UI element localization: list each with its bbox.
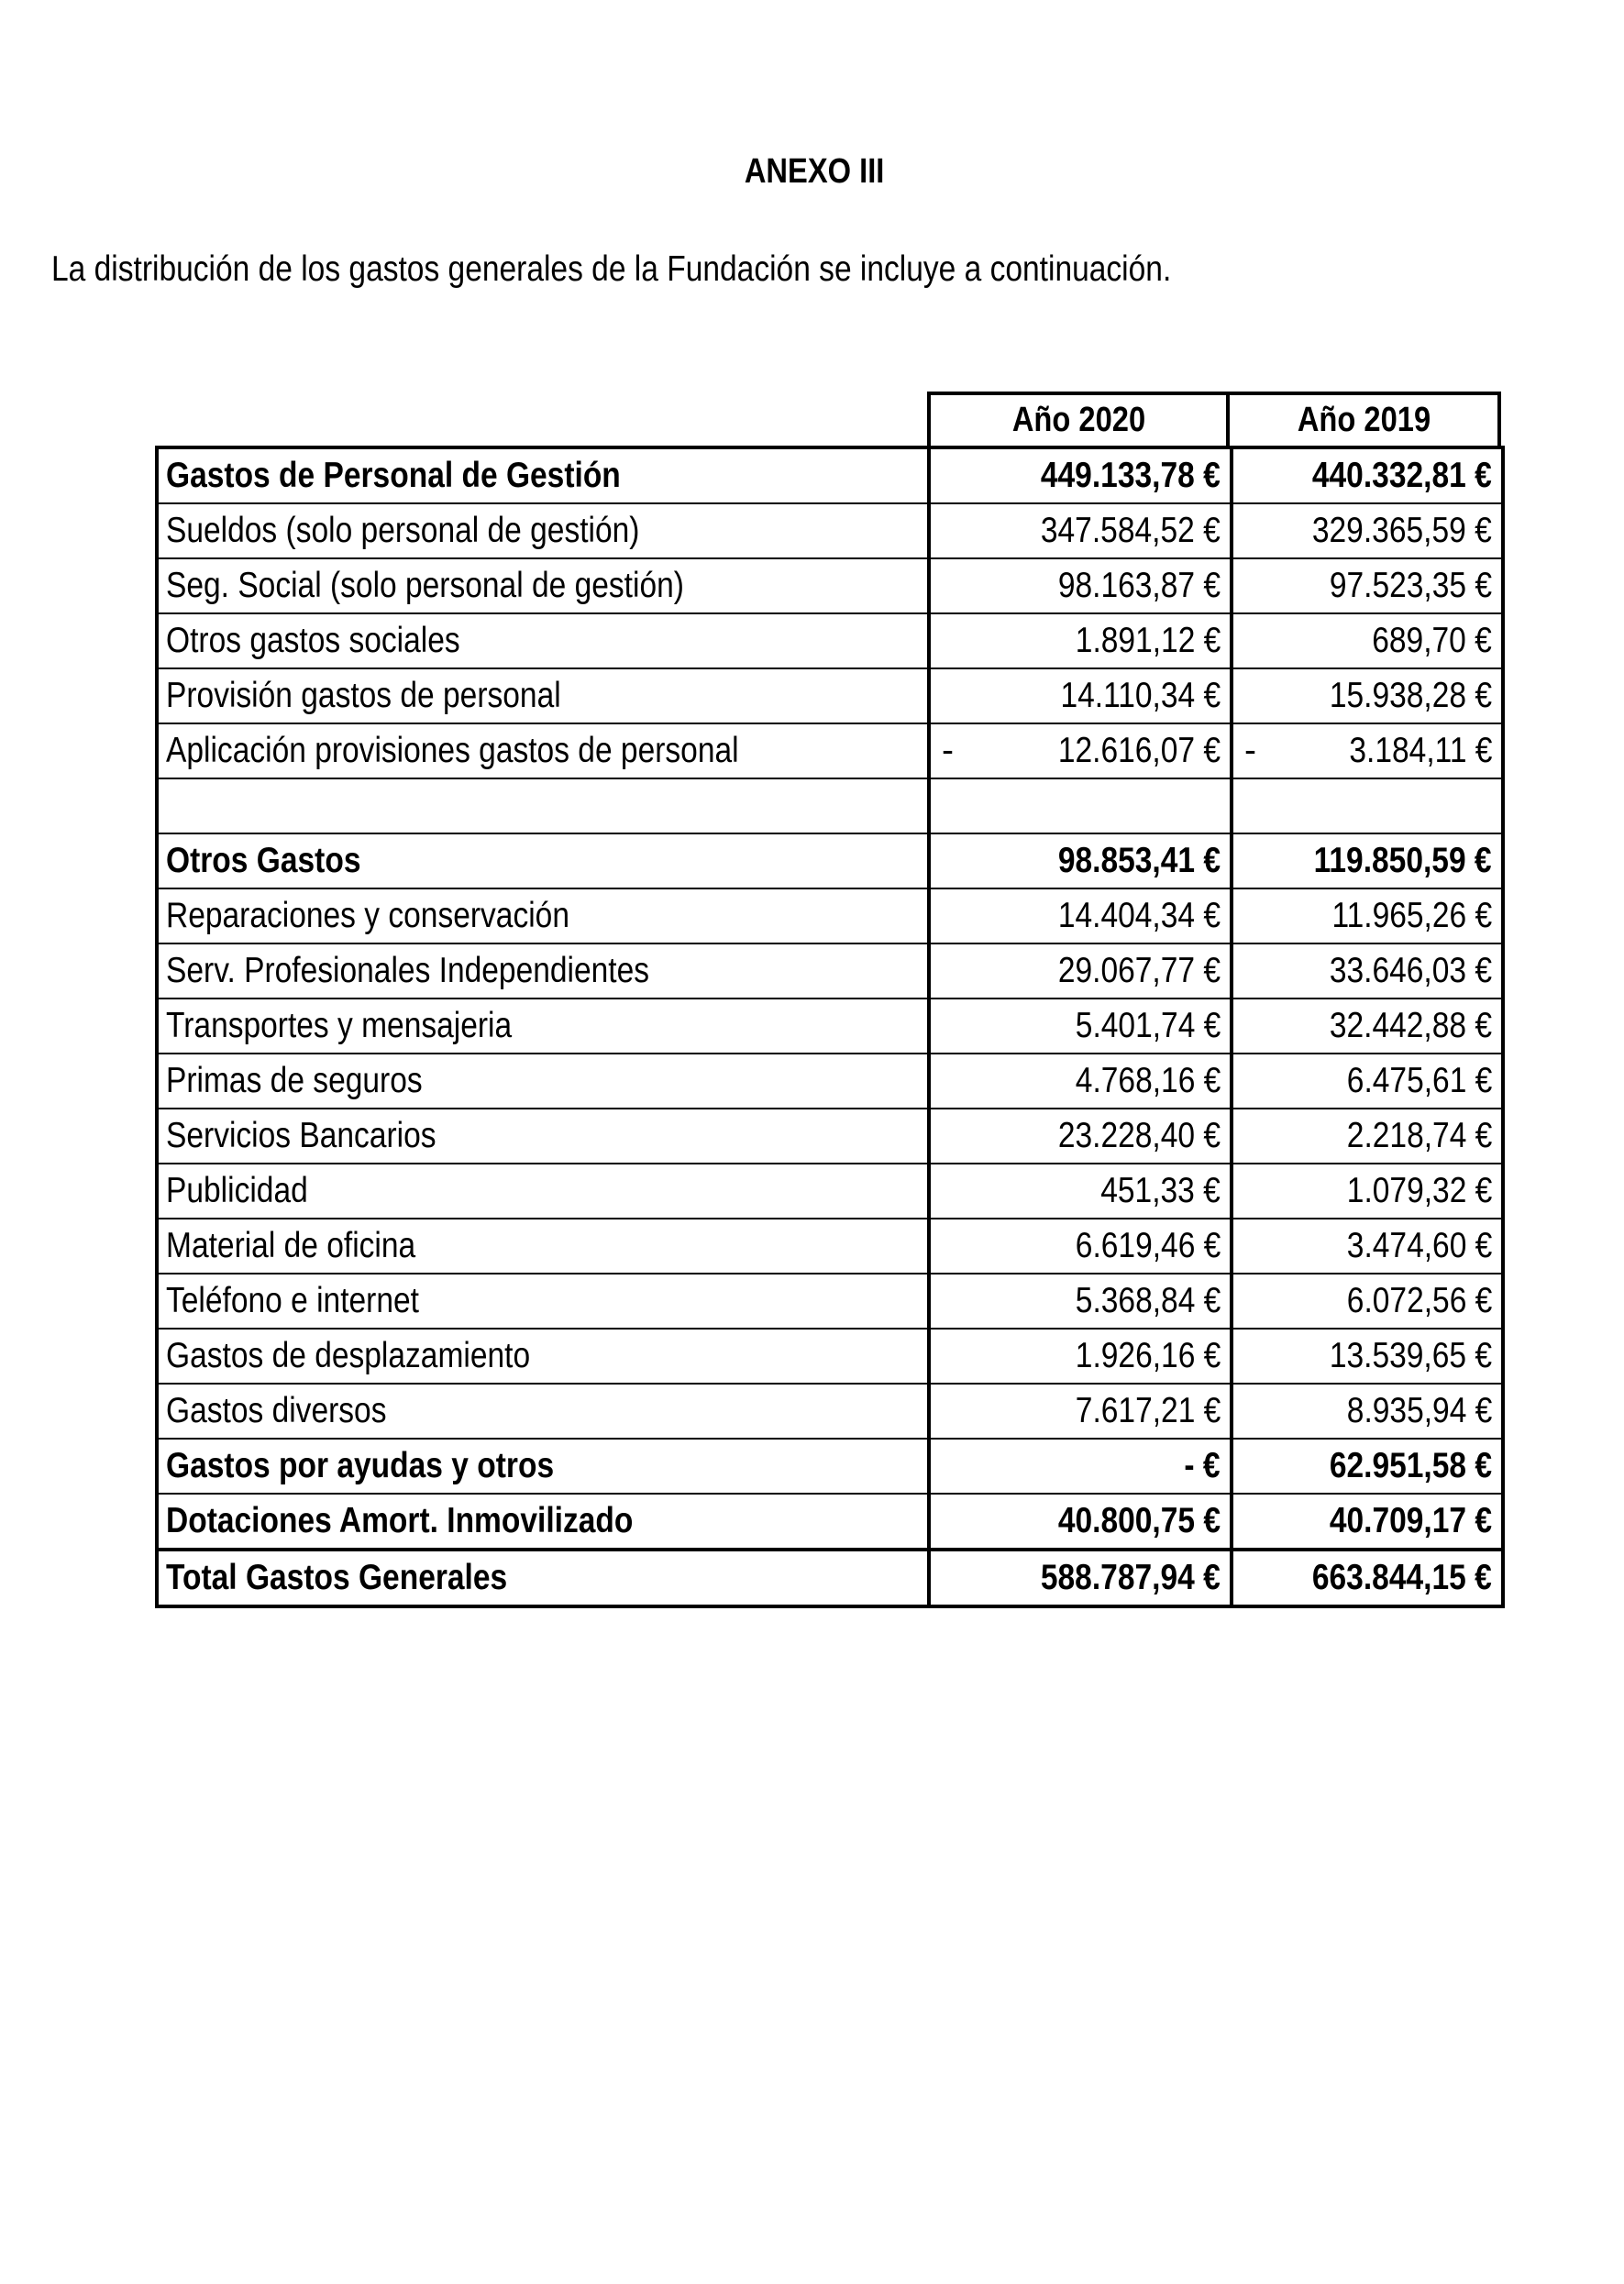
column-header-2019: Año 2019 bbox=[1230, 392, 1501, 449]
table-row bbox=[157, 1109, 1503, 1164]
table-row bbox=[157, 723, 1503, 778]
value-2020: 23.228,40 € bbox=[929, 1109, 1232, 1164]
value-2020: 40.800,75 € bbox=[929, 1494, 1232, 1550]
row-label: Dotaciones Amort. Inmovilizado bbox=[157, 1494, 929, 1550]
value-2020: 5.368,84 € bbox=[929, 1274, 1232, 1329]
table-row bbox=[157, 613, 1503, 668]
value-2020: 5.401,74 € bbox=[929, 999, 1232, 1054]
value-2019: 40.709,17 € bbox=[1232, 1494, 1503, 1550]
row-label: Servicios Bancarios bbox=[157, 1109, 929, 1164]
value-2020: 7.617,21 € bbox=[929, 1384, 1232, 1439]
table-row bbox=[157, 999, 1503, 1054]
negative-sign: - bbox=[942, 731, 954, 770]
row-label: Gastos por ayudas y otros bbox=[157, 1439, 929, 1494]
value-2020: 588.787,94 € bbox=[929, 1550, 1232, 1606]
table-row bbox=[157, 1054, 1503, 1109]
table-row bbox=[157, 1329, 1503, 1384]
row-label: Sueldos (solo personal de gestión) bbox=[157, 503, 929, 558]
value-2019: 97.523,35 € bbox=[1232, 558, 1503, 613]
table-row bbox=[157, 1384, 1503, 1439]
value-2019: 6.072,56 € bbox=[1232, 1274, 1503, 1329]
row-label: Primas de seguros bbox=[157, 1054, 929, 1109]
table-row bbox=[157, 558, 1503, 613]
table-row bbox=[157, 1219, 1503, 1274]
value-2020: 98.163,87 € bbox=[929, 558, 1232, 613]
table-row bbox=[157, 503, 1503, 558]
row-label: Gastos de desplazamiento bbox=[157, 1329, 929, 1384]
value-2019: 689,70 € bbox=[1232, 613, 1503, 668]
value-2020: 1.926,16 € bbox=[929, 1329, 1232, 1384]
value-2019 bbox=[1232, 778, 1503, 833]
value-2020: - € bbox=[929, 1439, 1232, 1494]
table-row bbox=[157, 1439, 1503, 1494]
value-2020: 451,33 € bbox=[929, 1164, 1232, 1219]
row-label: Serv. Profesionales Independientes bbox=[157, 943, 929, 999]
value-2020: 6.619,46 € bbox=[929, 1219, 1232, 1274]
value-2019: - 3.184,11 € bbox=[1232, 723, 1503, 778]
value-2019: 329.365,59 € bbox=[1232, 503, 1503, 558]
value-2020: 4.768,16 € bbox=[929, 1054, 1232, 1109]
value-2020: 449.133,78 € bbox=[929, 447, 1232, 503]
row-label: Reparaciones y conservación bbox=[157, 888, 929, 943]
table-row bbox=[157, 1494, 1503, 1550]
column-header-2020: Año 2020 bbox=[927, 392, 1230, 449]
row-label: Otros Gastos bbox=[157, 833, 929, 888]
value-2020: 1.891,12 € bbox=[929, 613, 1232, 668]
value-2020: 347.584,52 € bbox=[929, 503, 1232, 558]
page-title: ANEXO III bbox=[744, 152, 885, 191]
value-2019: 119.850,59 € bbox=[1232, 833, 1503, 888]
table-row bbox=[157, 888, 1503, 943]
row-label: Material de oficina bbox=[157, 1219, 929, 1274]
value-2019: 1.079,32 € bbox=[1232, 1164, 1503, 1219]
row-label: Seg. Social (solo personal de gestión) bbox=[157, 558, 929, 613]
negative-sign: - bbox=[1244, 731, 1256, 770]
table-row-spacer bbox=[157, 778, 1503, 833]
value-2019: 663.844,15 € bbox=[1232, 1550, 1503, 1606]
row-label: Transportes y mensajeria bbox=[157, 999, 929, 1054]
row-label: Provisión gastos de personal bbox=[157, 668, 929, 723]
expenses-table bbox=[155, 446, 1505, 1608]
table-row bbox=[157, 943, 1503, 999]
table-row bbox=[157, 447, 1503, 503]
value-2019: 3.474,60 € bbox=[1232, 1219, 1503, 1274]
table-header bbox=[927, 392, 1501, 449]
intro-paragraph: La distribución de los gastos generales de la Fundación se incluye a continuación. bbox=[51, 249, 1172, 289]
row-label: Aplicación provisiones gastos de personal bbox=[157, 723, 929, 778]
value-2019: 8.935,94 € bbox=[1232, 1384, 1503, 1439]
value-2020 bbox=[929, 778, 1232, 833]
value-2020: 14.110,34 € bbox=[929, 668, 1232, 723]
value-2020: 98.853,41 € bbox=[929, 833, 1232, 888]
row-label: Publicidad bbox=[157, 1164, 929, 1219]
value-2020: 29.067,77 € bbox=[929, 943, 1232, 999]
table-row bbox=[157, 668, 1503, 723]
value-2020: 14.404,34 € bbox=[929, 888, 1232, 943]
row-label: Otros gastos sociales bbox=[157, 613, 929, 668]
value-2019: 32.442,88 € bbox=[1232, 999, 1503, 1054]
value-2019: 15.938,28 € bbox=[1232, 668, 1503, 723]
value-2019: 11.965,26 € bbox=[1232, 888, 1503, 943]
value-2019: 13.539,65 € bbox=[1232, 1329, 1503, 1384]
value-2019: 2.218,74 € bbox=[1232, 1109, 1503, 1164]
row-label bbox=[157, 778, 929, 833]
value-2020: - 12.616,07 € bbox=[929, 723, 1232, 778]
row-label: Teléfono e internet bbox=[157, 1274, 929, 1329]
value-2019: 6.475,61 € bbox=[1232, 1054, 1503, 1109]
row-label: Total Gastos Generales bbox=[157, 1550, 929, 1606]
table-row bbox=[157, 833, 1503, 888]
row-label: Gastos de Personal de Gestión bbox=[157, 447, 929, 503]
value-2019: 33.646,03 € bbox=[1232, 943, 1503, 999]
value-2019: 62.951,58 € bbox=[1232, 1439, 1503, 1494]
table-row bbox=[157, 1550, 1503, 1606]
value-2019: 440.332,81 € bbox=[1232, 447, 1503, 503]
table-row bbox=[157, 1164, 1503, 1219]
row-label: Gastos diversos bbox=[157, 1384, 929, 1439]
table-row bbox=[157, 1274, 1503, 1329]
